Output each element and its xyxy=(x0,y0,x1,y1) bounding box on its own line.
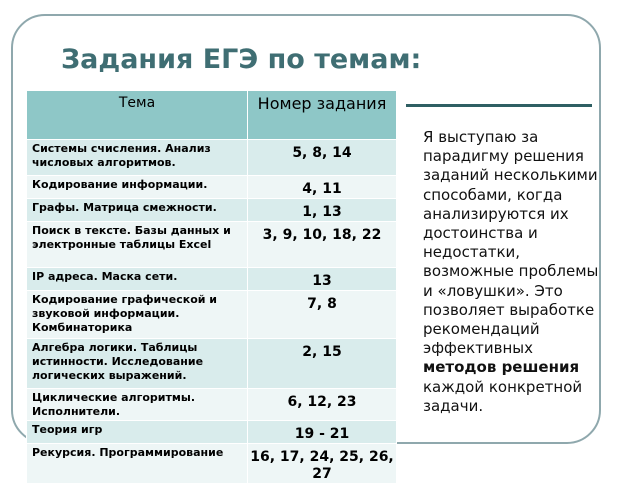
row-topic: Кодирование графической и звуковой информации. Комбинаторика xyxy=(27,291,248,339)
row-number: 7, 8 xyxy=(248,291,397,339)
row-topic: Системы счисления. Анализ числовых алгоритмов. xyxy=(27,140,248,176)
row-number: 16, 17, 24, 25, 26, 27 xyxy=(248,444,397,484)
row-topic: Поиск в тексте. Базы данных и электронные таблицы Excel xyxy=(27,222,248,268)
row-number: 3, 9, 10, 18, 22 xyxy=(248,222,397,268)
table-row xyxy=(27,339,397,389)
row-topic: IP адреса. Маска сети. xyxy=(27,268,248,291)
table-row xyxy=(27,389,397,421)
table-row xyxy=(27,268,397,291)
row-topic: Кодирование информации. xyxy=(27,176,248,199)
header-number: Номер задания xyxy=(248,91,397,140)
row-topic: Рекурсия. Программирование xyxy=(27,444,248,484)
row-number: 19 - 21 xyxy=(248,421,397,444)
row-number: 1, 13 xyxy=(248,199,397,222)
row-topic: Теория игр xyxy=(27,421,248,444)
row-number: 5, 8, 14 xyxy=(248,140,397,176)
side-text-before: Я выступаю за парадигму решения заданий несколькими способами, когда анализируются их достоинства и недостатки, возможные проблемы и «ловушки». Это позволяет выработке рекомендаций эффективных xyxy=(423,128,599,358)
row-topic: Алгебра логики. Таблицы истинности. Исследование логических выражений. xyxy=(27,339,248,389)
header-topic: Тема xyxy=(27,91,248,140)
row-topic: Графы. Матрица смежности. xyxy=(27,199,248,222)
title-rule-right xyxy=(406,104,592,107)
row-number: 2, 15 xyxy=(248,339,397,389)
slide-title: Задания ЕГЭ по темам: xyxy=(61,44,422,75)
table-row xyxy=(27,140,397,176)
row-topic: Циклические алгоритмы. Исполнители. xyxy=(27,389,248,421)
row-number: 6, 12, 23 xyxy=(248,389,397,421)
topics-table xyxy=(26,90,397,484)
table-row xyxy=(27,176,397,199)
row-number: 4, 11 xyxy=(248,176,397,199)
table-row xyxy=(27,199,397,222)
row-number: 13 xyxy=(248,268,397,291)
side-paragraph xyxy=(423,128,599,416)
side-text-bold: методов решения xyxy=(423,358,580,377)
table-row xyxy=(27,444,397,484)
table-header-row xyxy=(27,91,397,140)
table-row xyxy=(27,421,397,444)
table-row xyxy=(27,222,397,268)
side-text-after: каждой конкретной задачи. xyxy=(423,377,583,415)
table-row xyxy=(27,291,397,339)
